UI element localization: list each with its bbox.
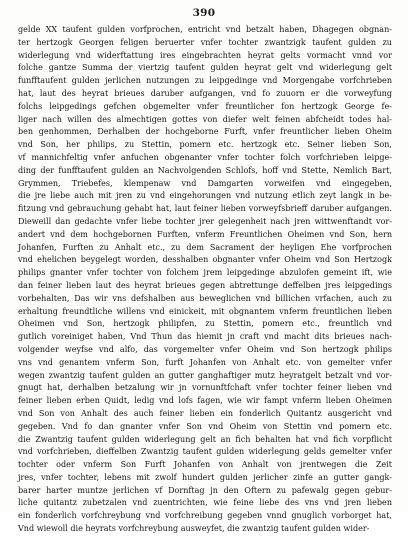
text-line: liche quitantz zubetzalen vnd zuentrichten, wie feine liebe des vns vnd jren lieben [18,498,392,508]
text-line: folche gantze Summa der viertzig taufent gulden heyrat gelt vnd widerlegung gelt [18,63,392,73]
text-line: Oheimen vnd Son, hertzogk philipfen, zu Stettin, pomern etc., freuntlich vnd [18,319,392,329]
text-line: andert vnd dem hochgebornen Furften, vnferm Freuntlichen Oheimen vnd Son, hern [18,229,392,239]
text-line: vorbehalten, Das wir vns defshalben aus beweglichen vnd billichen vrfachen, auch zu [18,293,392,303]
text-line: dan feiner lieben laut des heyrat brieues gegen abtrettunge deffelben jres leipgedings [18,280,392,290]
text-line: barer harter muntze jerlichen vf Dornftag jn den Oftern zu pafewalg gegen gebur- [18,485,392,495]
text-line: fitzung vnd gebrauchung gehabt hat, laut feiner lieben vorweyfsbrieff daruber aufgangen. [18,204,392,214]
text-line: vnd Son, her philips, zu Stettin, pomern etc. hertzogk etc. Seiner lieben Son, [18,140,392,150]
text-line: widerlegung vnd widerftattung ires eingebrachten heyrat gelts vormacht vnnd vor [18,50,392,60]
text-line: ben genhommen, Derhalben der hochgeborne Furft, vnfer freuntlicher lieben Oheim [18,127,392,137]
text-line: gelde XX taufent gulden vorfprochen, entricht vnd betzalt haben, Dhagegen obgnan- [18,25,392,34]
text-line: vf mannichfeltig vnfer anfuchen obgenanter vnfer tochter folch vorfchrieben leipge- [18,152,392,162]
text-line: die Zwantzig taufent gulden widerlegung gelt an fich behalten hat vnd fich vorpflicht [18,434,392,444]
text-line: Grymmen, Triebefes, klempenaw vnd Damgarten vorweifen vnd eingegeben, [18,178,392,188]
text-line: liger nach willen des almechtigen gottes von diefer welt feinen abfcheidt todes hal- [18,114,392,124]
text-line: wegen zwantzig taufent gulden an gutter ganghaftiger mutz heyratgelt betzalt vnd vor- [18,370,392,380]
text-line: Dieweill dan gedachte vnfer liebe tochter jrer gelegenheit nach jren wittwenftandt vor- [18,216,392,226]
text-line: philips gnanter vnfer tochter von folchem jrem leipgedinge abzulofen gemeint ift, wie [18,268,392,278]
body-text [18,24,392,536]
text-line: gutlich voreiniget haben, Vnd Thun das hiemit jn craft vnd macht dits brieues nach- [18,332,392,342]
text-line: gnugt hat, derhalben betzalung wir jn vornunftfchaft vnfer tochter feiner lieben vnd [18,383,392,393]
text-line: ter hertzogk Georgen feligen beruerter vnfer tochter zwantzigk taufent gulden zu [18,37,392,47]
text-line: vns vnd genantem vnferm Son, furft Johanfen von Anhalt etc. von gemelter vnfer [18,357,392,367]
text-line: hat, laut des heyrat brieues daruber aufgangen, vnd fo zuuorn er die vorweyfung [18,88,392,98]
text-line: tochter oder vnferm Son Furft Johanfen von Anhalt von jrentwegen die Zeit [18,460,392,470]
text-line: volgender weyfse vnd alfo, das vorgemelter vnfer Oheim vnd Son hertzogk philips [18,344,392,354]
text-line: funfftaufent gulden jerlichen nutzungen zu leipgedinge vnd Morgengabe vorfchrieben [18,76,392,86]
text-line: erhaltung freundtliche willens vnd einickeit, mit obgnantem vnferm freuntlichen lieben [18,306,392,316]
text-line: jres, vnfer tochter, lebens mit zwolf hundert gulden jerlicher zinfe an gutter gangk- [18,472,392,482]
text-line: ein fonderlich vorfchreybung vnd vorfchreibung gegeben vnnd gnuglich vorborget hat, [18,511,392,521]
text-line: die jre liebe auch mit jren zu vnd eingehorungen vnd nutzung etlich zeyt langk in be- [18,191,392,201]
text-line: Vnd wiewoll die heyrats vorfchreybung ausweyfet, die zwantzig taufent gulden wider- [18,524,370,534]
text-line: vnd Son von Anhalt des auch feiner lieben ein fonderlich Quitantz ausgericht vnd [18,408,392,418]
text-line: vnd vorfchrieben, dieffelben Zwantzig taufent gulden widerlegung gelds gemelter vnfer [18,447,392,457]
text-line: gegeben. Vnd fo dan gnanter vnfer Son vnd Oheim von Stettin vnd pomern etc. [18,421,392,431]
text-line: Johanfen, Furften zu Anhalt etc., zu dem Sacrament der heyligen Ehe vorfprochen [18,242,392,252]
text-line: folchs leipgedings gefchen obgemelter vnfer freuntlicher fon hertzogk George fe- [18,101,392,111]
text-line: vnd ehelichen beygelegt worden, desshalben obgnanter vnfer Oheim vnd Son Hertzogk [18,255,392,265]
text-line: ding der funfftaufent gulden an Nachvolgenden Schlofs, hoff vnd Stette, Nemlich Bart, [18,165,392,175]
page-number: 390 [192,7,216,19]
text-line: feiner lieben erben Quidt, ledig vnd lofs fagen, wie wir fampt vnferm lieben Oheimen [18,396,392,406]
